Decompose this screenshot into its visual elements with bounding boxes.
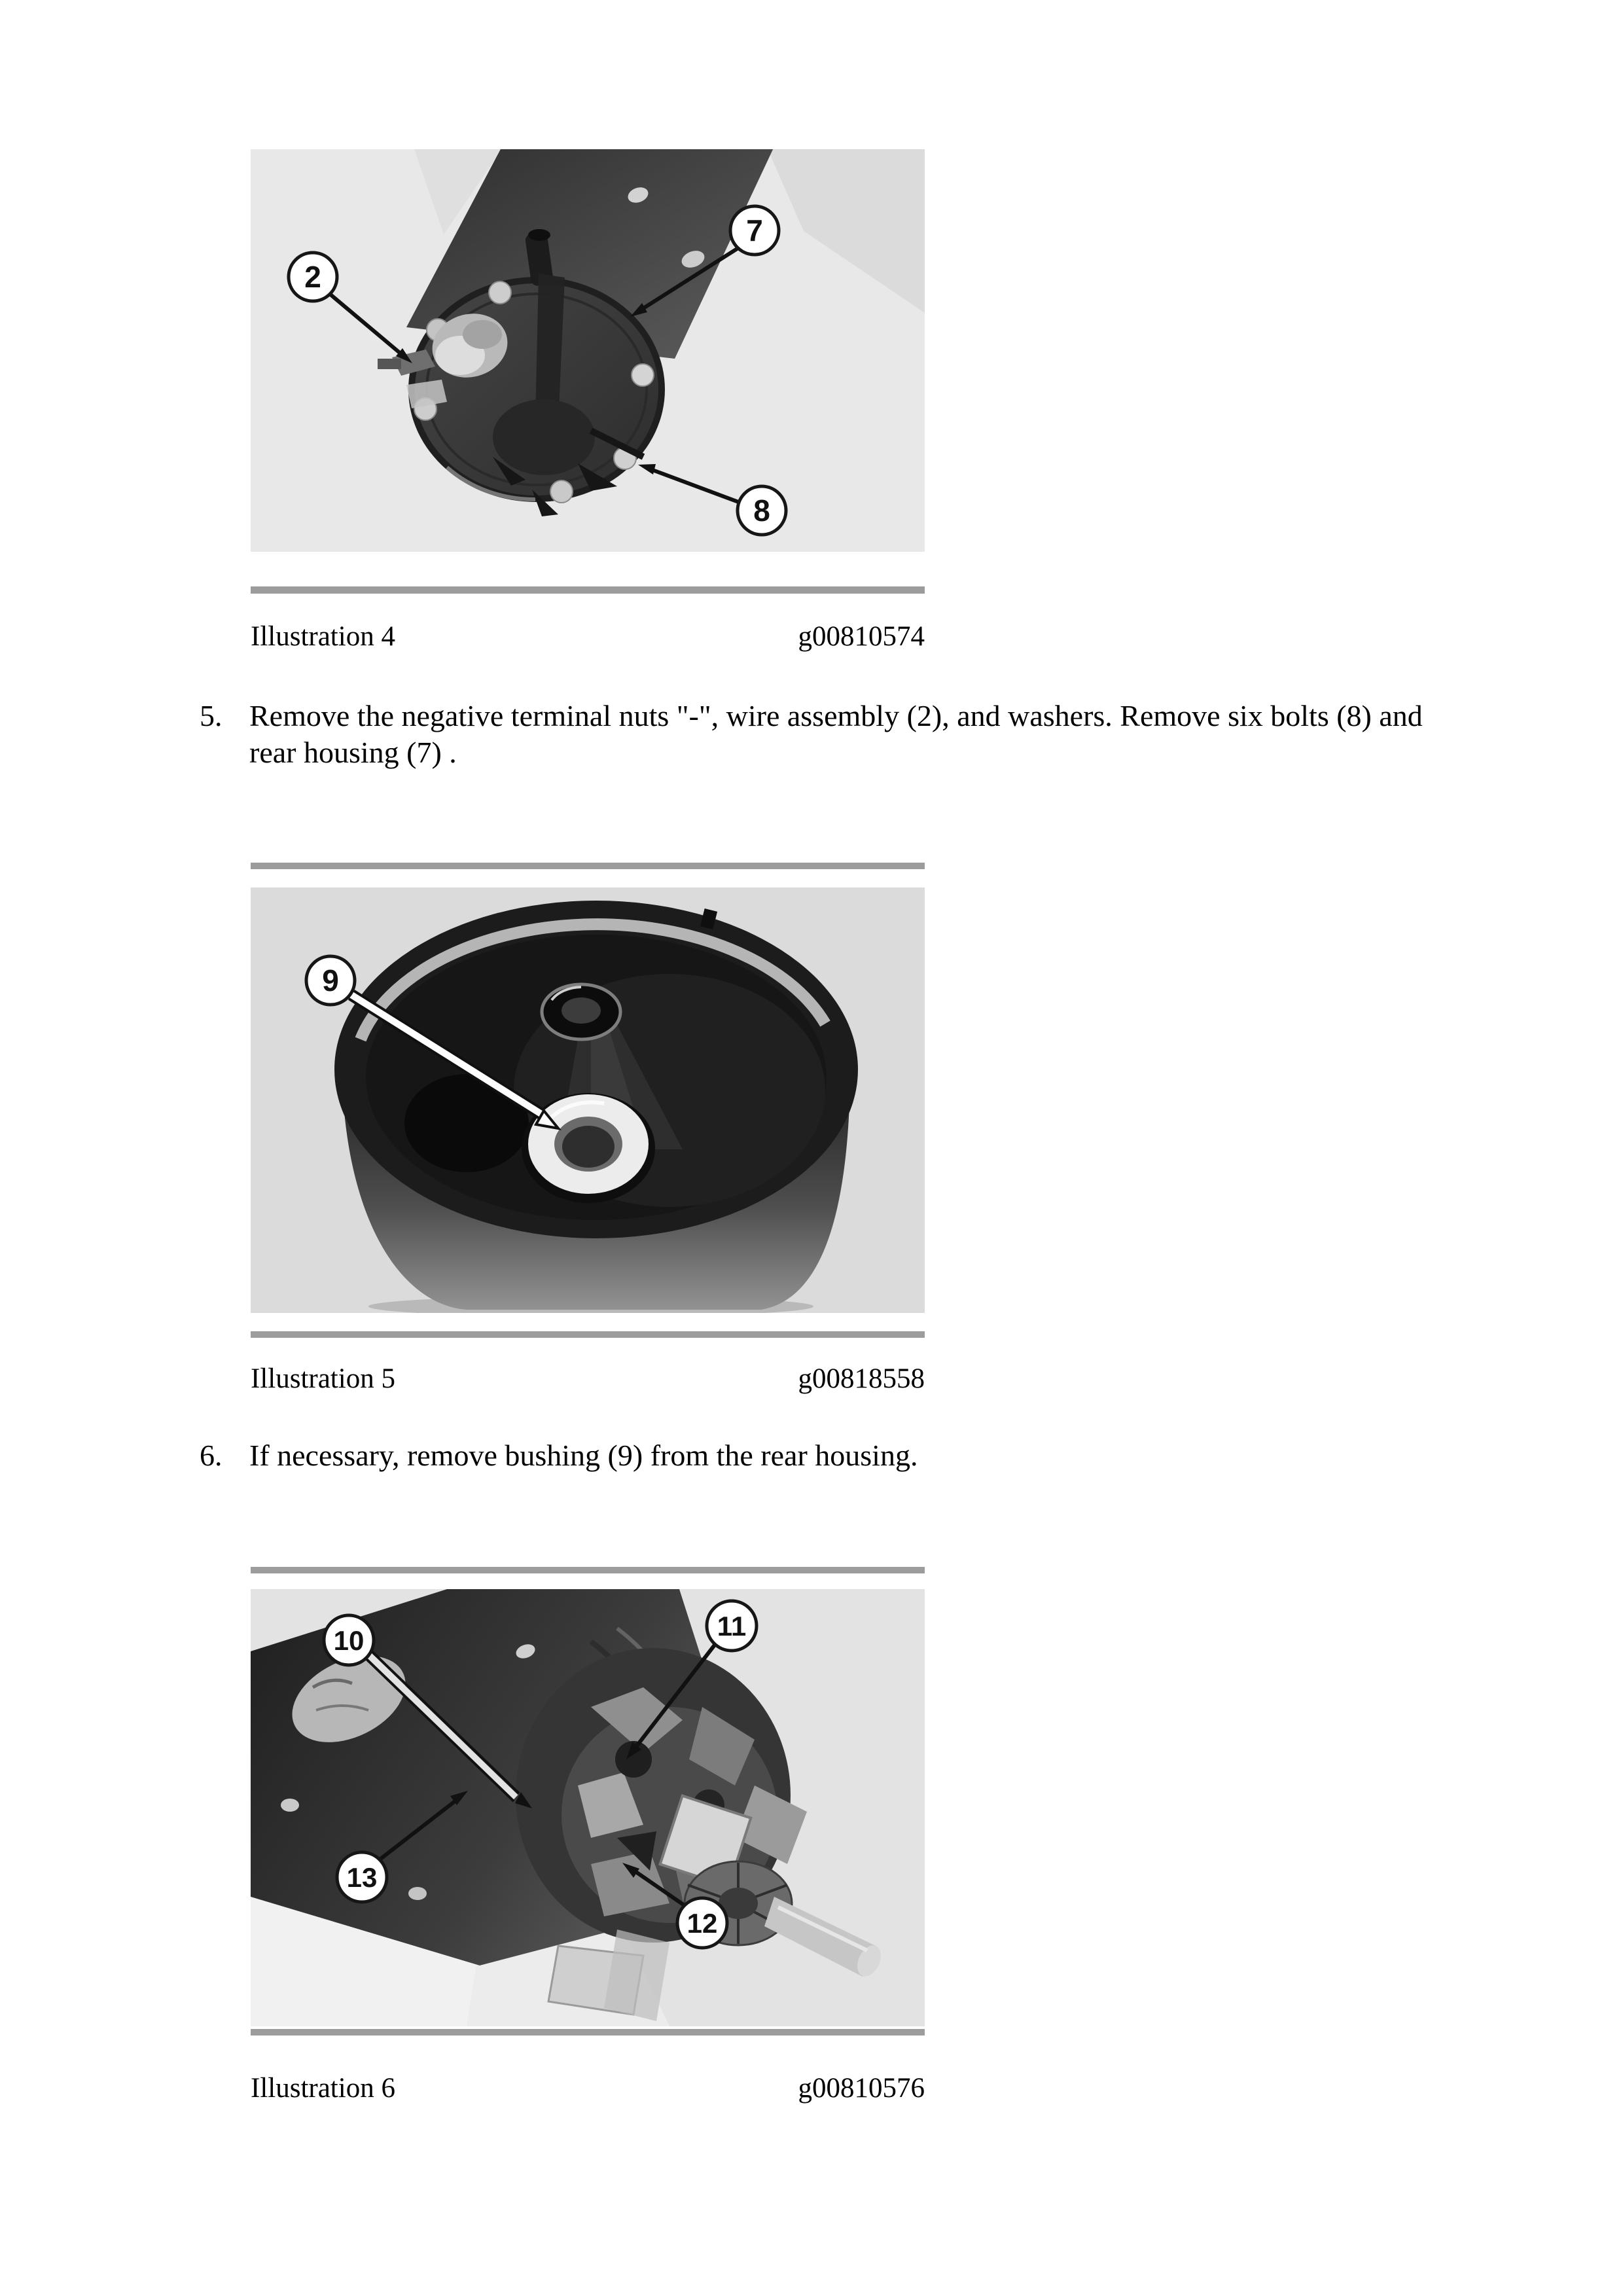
- starter-rear-photo: [251, 149, 925, 552]
- step-number: 5.: [200, 699, 223, 732]
- rear-housing-body: [334, 901, 858, 1310]
- figure-divider: [251, 2029, 925, 2036]
- caption-label: Illustration 6: [251, 2073, 395, 2104]
- figure-illustration-5: [251, 888, 925, 1313]
- figure-divider: [251, 1567, 925, 1573]
- step-text: If necessary, remove bushing (9) from the rear housing.: [249, 1439, 918, 1472]
- interior-cup: [542, 984, 620, 1039]
- step-item-6: [200, 1437, 1424, 1474]
- caption-id: g00810574: [798, 621, 925, 652]
- brush-end-photo: [251, 1589, 925, 2026]
- callout-number: 9: [322, 963, 339, 997]
- figure-caption: [251, 1363, 925, 1395]
- figure-divider: [251, 863, 925, 869]
- callout-number: 13: [346, 1862, 378, 1893]
- figure-divider: [251, 1331, 925, 1338]
- figure-caption: [251, 2072, 925, 2104]
- callout-number: 2: [304, 260, 321, 294]
- callout-number: 12: [687, 1908, 718, 1939]
- callout-number: 7: [746, 213, 763, 247]
- step-text: Remove the negative terminal nuts "-", wire assembly (2), and washers. Remove six bolts (8) and rear housing (7) .: [249, 699, 1423, 769]
- caption-label: Illustration 5: [251, 1363, 395, 1394]
- rivet: [281, 1799, 299, 1812]
- rivet: [408, 1887, 427, 1900]
- figure-divider: [251, 586, 925, 594]
- callout-number: 11: [717, 1611, 747, 1641]
- caption-id: g00810576: [798, 2073, 925, 2104]
- figure-caption: [251, 620, 925, 653]
- figure-illustration-4: [251, 149, 925, 552]
- callout-number: 8: [753, 493, 770, 528]
- rear-housing-photo: [251, 888, 925, 1313]
- step-item-5: [200, 698, 1424, 771]
- caption-label: Illustration 4: [251, 621, 395, 652]
- figure-illustration-6: [251, 1589, 925, 2026]
- callout-number: 10: [333, 1625, 365, 1656]
- caption-id: g00818558: [798, 1363, 925, 1394]
- step-number: 6.: [200, 1439, 223, 1472]
